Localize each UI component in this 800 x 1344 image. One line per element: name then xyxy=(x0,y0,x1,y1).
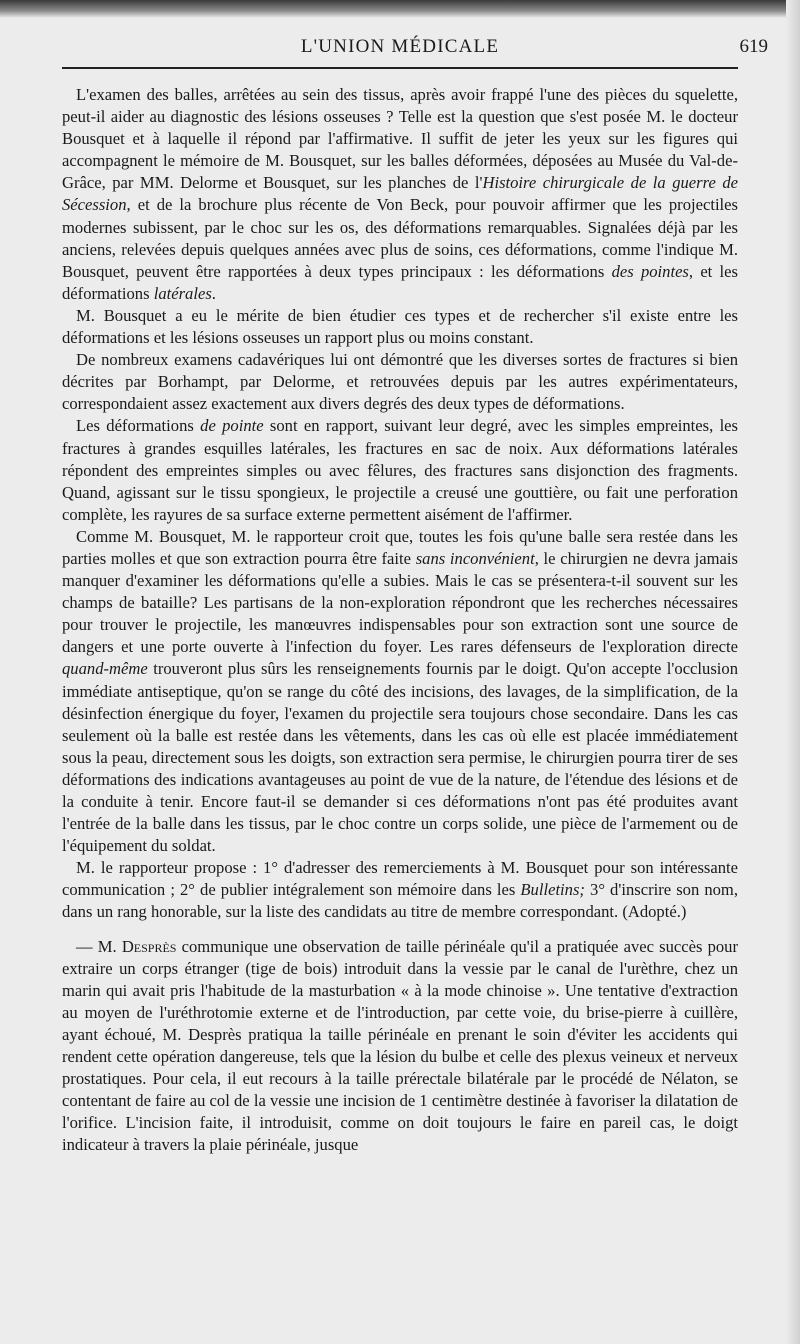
paragraph-text: , et de la brochure plus récente de Von Beck, pour pouvoir affirmer que les projectiles modernes subissent, par le choc sur les os, des déformations remarquables. Signalées déjà par les anciens, relevées depuis quelques années avec plus de soins, ces déformations, comme l'indique M. Bousquet, peuvent être rapportées à deux types principaux : les déformations xyxy=(62,195,738,281)
running-header xyxy=(0,32,800,62)
italic-term: sans inconvénient xyxy=(415,548,535,568)
paragraph-text: L'examen des balles, arrêtées au sein des tissus, après avoir frappé l'une des pièces du squelette, peut-il aider au diagnostic des lésions osseuses ? Telle est la question que s'est posée M. le docteur Bousquet et à laquelle il répond par l'affirmative. Il suffit de jeter les yeux sur les figures qui accompagnent le mémoire de M. Bousquet, sur les balles déformées, déposées au Musée du Val-de-Grâce, par MM. Delorme et Bousquet, sur les planches de l' xyxy=(62,85,738,193)
paragraph-text: M. le rapporteur propose : 1° d'adresser des remerciements à M. Bousquet pour son intéressante communication ; 2° de publier intégralement son mémoire dans les xyxy=(62,858,738,900)
paragraph-text: communique une observation de taille périnéale qu'il a pratiquée avec succès pour extraire un corps étranger (tige de bois) introduit dans la vessie par le canal de l'urèthre, chez un marin qui avait pris l'habitude de la masturbation « à la mode chinoise ». Une tentative d'extraction au moyen de l'uréthrotomie externe et de l'introduction, par cette voie, du brise-pierre à cuillère, ayant échoué, M. Desprès pratiqua la taille périnéale en prenant le soin d'éviter les accidents qui rendent cette opération dangereuse, tels que la lésion du bulbe et celle des plexus veineux et nerveux prostatiques. Pour cela, il eut recours à la taille prérectale bilatérale par le procédé de Nélaton, se contentant de faire au col de la vessie une incision de 1 centimètre destinée à favoriser la dilatation de l'orifice. L'incision faite, il introduisit, comme on doit toujours le faire en pareil cas, le doigt indicateur à travers la plaie périnéale, jusque xyxy=(62,936,739,1155)
paragraph-4 xyxy=(62,415,738,525)
italic-title: Histoire chirurgicale de la guerre de Sécession xyxy=(62,173,738,215)
italic-term: quand-même xyxy=(62,659,148,679)
paragraph-5 xyxy=(62,526,738,857)
paragraph-text: — M. xyxy=(76,936,122,956)
page-top-edge xyxy=(0,0,800,18)
paragraph-1 xyxy=(62,84,738,305)
paragraph-text: trouveront plus sûrs les renseignements fournis par le doigt. Qu'on accepte l'occlusion immédiate antiseptique, qu'on se range du côté des incisions, des lavages, de la simplification, de la désinfection énergique du foyer, l'examen du projectile sera toujours chose secondaire. Dans les cas seulement où la balle est restée dans les vêtements, dans les cas où elle est placée immédiatement sous la peau, directement sous les doigts, son extraction sera permise, le chirurgien pourra tirer de ses déformations des indications avantageuses au point de vue de la nature, de l'étendue des lésions et de la conduite à tenir. Encore faut-il se demander si ces déformations n'ont pas été produites avant l'entrée de la balle dans les tissus, par le choc contre un corps solide, une pièce de l'armement ou de l'équipement du soldat. xyxy=(62,659,738,856)
header-rule xyxy=(62,67,738,69)
paragraph-3 xyxy=(62,349,738,415)
page-number: 619 xyxy=(739,36,768,57)
paragraph-text: Comme M. Bousquet, M. le rapporteur croit que, toutes les fois qu'une balle sera restée dans les parties molles et que son extraction pourra être faite xyxy=(62,526,738,568)
paragraph-text: . xyxy=(211,283,216,303)
italic-term: latérales xyxy=(153,283,212,303)
paragraph-text: Les déformations xyxy=(76,416,201,436)
paragraph-6 xyxy=(62,857,738,923)
paragraph-text: De nombreux examens cadavériques lui ont démontré que les diverses sortes de fractures si bien décrites par Borhampt, par Delorme, et retrouvées depuis par les autres expérimentateurs, correspondaient assez exactement aux divers degrés des deux types de déformations. xyxy=(62,350,738,414)
running-title: L'UNION MÉDICALE xyxy=(300,36,500,57)
paragraph-7 xyxy=(62,936,738,1157)
paragraph-2 xyxy=(62,305,738,349)
paragraph-text: , et les déformations xyxy=(62,261,738,303)
italic-term: des pointes xyxy=(611,261,689,281)
paragraph-text: M. Bousquet a eu le mérite de bien étudier ces types et de rechercher s'il existe entre les déformations et les lésions osseuses un rapport plus ou moins constant. xyxy=(62,305,738,348)
article-body xyxy=(62,84,738,1157)
italic-term: Bulletins; xyxy=(520,880,585,900)
paragraph-text: 3° d'inscrire son nom, dans un rang honorable, sur la liste des candidats au titre de membre correspondant. (Adopté.) xyxy=(62,880,738,922)
author-name-smallcaps: Desprès xyxy=(121,936,177,956)
paragraph-text: , le chirurgien ne devra jamais manquer d'examiner les déformations qu'elle a subies. Mais le cas se présentera-t-il souvent sur les champs de bataille? Les partisans de la non-exploration répondront que les recherches nécessaires pour trouver le projectile, les manœuvres indispensables pour son extraction sont une source de dangers et une porte ouverte à l'infection du foyer. Les rares défenseurs de l'exploration directe xyxy=(62,548,738,657)
paragraph-text: sont en rapport, suivant leur degré, avec les simples empreintes, les fractures à grandes esquilles latérales, les fractures en sac de noix. Aux déformations latérales répondent des empreintes simples ou avec fêlures, des fractures sans disjonction des fragments. Quand, agissant sur le tissu spongieux, le projectile a creusé une gouttière, ou fait une perforation complète, les rayures de sa surface externe permettent aisément de l'affirmer. xyxy=(62,416,739,524)
page-right-edge xyxy=(786,0,800,1344)
italic-term: de pointe xyxy=(200,416,264,436)
